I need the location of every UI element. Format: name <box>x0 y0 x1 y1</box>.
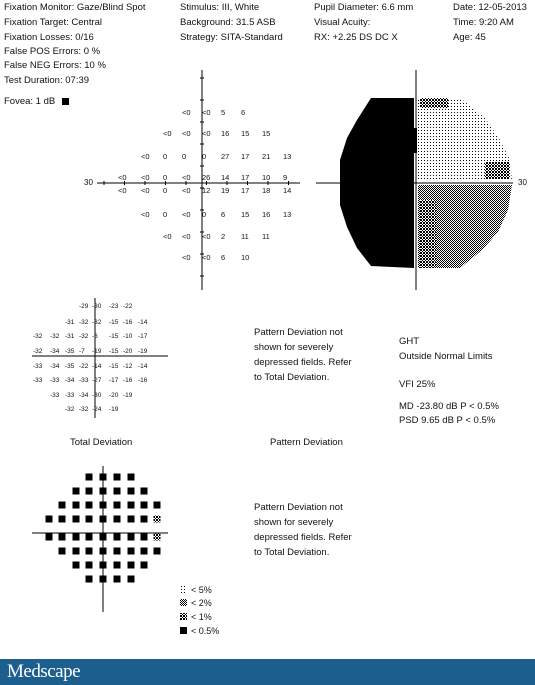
background: Background: 31.5 ASB <box>180 17 276 28</box>
total-deviation-value: -17 <box>138 333 148 340</box>
probability-symbol <box>141 516 148 523</box>
threshold-value: 15 <box>241 129 250 138</box>
total-deviation-value: -17 <box>109 377 119 384</box>
probability-symbol <box>128 488 135 495</box>
threshold-value: 27 <box>221 152 230 161</box>
total-deviation-value: -12 <box>123 363 133 370</box>
total-deviation-value: -20 <box>123 348 133 355</box>
threshold-value: <0 <box>202 232 211 241</box>
threshold-value: 0 <box>163 186 168 195</box>
axis-label-right-30: 30 <box>518 178 527 187</box>
threshold-value: 11 <box>262 232 270 241</box>
probability-symbol <box>73 534 80 541</box>
total-deviation-value: -32 <box>50 333 60 340</box>
total-deviation-value: -34 <box>79 392 89 399</box>
threshold-value: <0 <box>141 186 150 195</box>
threshold-value: 0 <box>163 210 168 219</box>
total-deviation-value: -22 <box>79 363 89 370</box>
total-deviation-value: -19 <box>92 348 102 355</box>
ght-value: Outside Normal Limits <box>399 351 493 362</box>
legend-p1-label: < 1% <box>191 612 212 622</box>
medscape-logo: Medscape <box>7 661 81 682</box>
pattern-note-1-line2: shown for severely <box>254 342 334 353</box>
total-deviation-value: -32 <box>79 406 89 413</box>
threshold-value: 6 <box>241 108 246 117</box>
probability-symbol <box>141 548 148 555</box>
probability-symbol <box>59 548 66 555</box>
threshold-value: 19 <box>221 186 230 195</box>
probability-symbol <box>154 548 161 555</box>
probability-symbol <box>128 502 135 509</box>
legend-p2-symbol <box>180 599 187 606</box>
total-deviation-value: -16 <box>123 377 133 384</box>
threshold-value: 2 <box>221 232 226 241</box>
test-time: Time: 9:20 AM <box>453 17 514 28</box>
total-deviation-value: -19 <box>123 392 133 399</box>
total-deviation-value: -7 <box>79 348 85 355</box>
total-deviation-value: -24 <box>92 406 102 413</box>
threshold-value: 17 <box>241 173 250 182</box>
psd-value: PSD 9.65 dB P < 0.5% <box>399 415 496 426</box>
total-deviation-value: -22 <box>123 303 133 310</box>
md-value: MD -23.80 dB P < 0.5% <box>399 401 499 412</box>
probability-symbol <box>86 502 93 509</box>
probability-symbol <box>114 516 121 523</box>
probability-symbol <box>46 534 53 541</box>
threshold-value: 10 <box>241 253 250 262</box>
threshold-value: <0 <box>141 210 150 219</box>
probability-symbol <box>114 502 121 509</box>
threshold-value: <0 <box>202 108 211 117</box>
threshold-value: <0 <box>182 129 191 138</box>
threshold-value: <0 <box>182 173 191 182</box>
threshold-value: <0 <box>141 173 150 182</box>
threshold-value: 14 <box>221 173 230 182</box>
probability-symbol <box>73 516 80 523</box>
total-deviation-value: -32 <box>79 333 89 340</box>
probability-symbol <box>86 474 93 481</box>
probability-symbol <box>154 502 161 509</box>
total-deviation-value: -27 <box>92 377 102 384</box>
total-deviation-value: -33 <box>50 392 60 399</box>
probability-symbol <box>86 562 93 569</box>
threshold-value: <0 <box>118 173 127 182</box>
patient-age: Age: 45 <box>453 32 486 43</box>
threshold-value: <0 <box>182 210 191 219</box>
threshold-value: 13 <box>283 210 292 219</box>
legend-p1-symbol <box>180 613 187 620</box>
fixation-monitor: Fixation Monitor: Gaze/Blind Spot <box>4 2 146 13</box>
probability-symbol <box>86 488 93 495</box>
total-deviation-value: -30 <box>92 303 102 310</box>
total-deviation-value: -29 <box>79 303 89 310</box>
probability-symbol <box>128 576 135 583</box>
probability-symbol <box>73 562 80 569</box>
probability-symbol <box>100 562 107 569</box>
total-deviation-value: -16 <box>138 377 148 384</box>
probability-symbol <box>154 534 161 541</box>
probability-symbol <box>100 502 107 509</box>
threshold-value: <0 <box>163 129 172 138</box>
threshold-value: 13 <box>283 152 292 161</box>
threshold-value: 0 <box>163 152 168 161</box>
total-deviation-value: -23 <box>109 303 119 310</box>
pattern-note-2-line3: depressed fields. Refer <box>254 532 352 543</box>
probability-symbol <box>141 502 148 509</box>
legend-p05-symbol <box>180 627 187 634</box>
probability-symbol <box>73 502 80 509</box>
grayscale-dark-patch <box>405 128 417 153</box>
threshold-value: 17 <box>241 186 250 195</box>
threshold-value: 21 <box>262 152 271 161</box>
pattern-note-1-line1: Pattern Deviation not <box>254 327 343 338</box>
threshold-value: <0 <box>163 232 172 241</box>
total-deviation-label: Total Deviation <box>70 437 133 448</box>
probability-symbol <box>128 534 135 541</box>
probability-symbol <box>86 534 93 541</box>
total-deviation-value: -33 <box>50 377 60 384</box>
test-date: Date: 12-05-2013 <box>453 2 527 13</box>
false-neg-errors: False NEG Errors: 10 % <box>4 60 106 71</box>
visual-acuity: Visual Acuity: <box>314 17 371 28</box>
legend-p05-label: < 0.5% <box>191 626 220 636</box>
total-deviation-value: -15 <box>109 363 119 370</box>
rx-value: RX: +2.25 DS DC X <box>314 32 398 43</box>
threshold-value: <0 <box>182 232 191 241</box>
legend-symbols <box>180 586 187 634</box>
footer-bar <box>0 659 535 685</box>
total-deviation-value: -15 <box>109 319 119 326</box>
total-deviation-value: -34 <box>50 348 60 355</box>
probability-symbol <box>128 516 135 523</box>
total-deviation-value: -32 <box>65 406 75 413</box>
threshold-value: <0 <box>202 253 211 262</box>
threshold-value: 0 <box>182 152 187 161</box>
total-deviation-value: -34 <box>50 363 60 370</box>
probability-symbol <box>114 562 121 569</box>
threshold-value: 6 <box>221 253 226 262</box>
threshold-value: 26 <box>202 173 211 182</box>
probability-symbol <box>128 562 135 569</box>
total-deviation-value: -32 <box>33 333 43 340</box>
threshold-value: 16 <box>262 210 271 219</box>
pattern-deviation-label: Pattern Deviation <box>270 437 343 448</box>
grayscale-dark-patch <box>420 200 436 268</box>
total-deviation-value: -33 <box>33 363 43 370</box>
threshold-value: 18 <box>262 186 271 195</box>
total-deviation-value: -31 <box>65 319 75 326</box>
probability-symbol <box>128 474 135 481</box>
total-deviation-value: -14 <box>138 319 148 326</box>
threshold-value: 6 <box>221 210 226 219</box>
grayscale-light-patch <box>420 132 434 172</box>
total-deviation-value: -15 <box>109 333 119 340</box>
total-deviation-value: -32 <box>79 319 89 326</box>
total-deviation-value: -32 <box>92 319 102 326</box>
vfi-value: VFI 25% <box>399 379 436 390</box>
test-duration: Test Duration: 07:39 <box>4 75 90 86</box>
total-deviation-value: -32 <box>33 348 43 355</box>
probability-symbol <box>141 562 148 569</box>
probability-symbol <box>141 488 148 495</box>
probability-symbol <box>100 548 107 555</box>
threshold-value: 12 <box>202 186 211 195</box>
pattern-note-2-line2: shown for severely <box>254 517 334 528</box>
threshold-value: <0 <box>141 152 150 161</box>
grayscale-dark-patch <box>485 162 510 179</box>
total-deviation-value: -31 <box>65 333 75 340</box>
probability-symbol <box>100 576 107 583</box>
probability-symbol <box>100 516 107 523</box>
probability-symbol <box>114 548 121 555</box>
total-deviation-value: -34 <box>65 377 75 384</box>
fixation-losses: Fixation Losses: 0/16 <box>4 32 94 43</box>
probability-symbol <box>154 516 161 523</box>
threshold-value: <0 <box>118 186 127 195</box>
probability-symbol <box>128 548 135 555</box>
probability-symbol <box>59 516 66 523</box>
total-deviation-value: -15 <box>109 348 119 355</box>
probability-symbol <box>141 534 148 541</box>
axis-label-left-30: 30 <box>84 178 93 187</box>
legend-p2-label: < 2% <box>191 598 212 608</box>
grayscale-dark-patch <box>420 98 448 108</box>
threshold-value: 16 <box>221 129 230 138</box>
threshold-value: 0 <box>202 210 207 219</box>
probability-symbol <box>114 488 121 495</box>
probability-symbol <box>46 516 53 523</box>
total-deviation-value: -10 <box>123 333 133 340</box>
threshold-value: 0 <box>163 173 168 182</box>
total-deviation-value: -16 <box>123 319 133 326</box>
total-deviation-value: -14 <box>92 363 102 370</box>
probability-symbol <box>114 576 121 583</box>
probability-symbol <box>114 474 121 481</box>
threshold-value: 9 <box>283 173 288 182</box>
stimulus: Stimulus: III, White <box>180 2 260 13</box>
threshold-value: <0 <box>182 186 191 195</box>
pattern-note-1-line3: depressed fields. Refer <box>254 357 352 368</box>
probability-symbol <box>100 488 107 495</box>
legend-p5-label: < 5% <box>191 585 212 595</box>
threshold-axis-ticks <box>104 78 292 276</box>
threshold-value: <0 <box>182 108 191 117</box>
pattern-note-2-line1: Pattern Deviation not <box>254 502 343 513</box>
total-deviation-value: -19 <box>109 406 119 413</box>
strategy: Strategy: SITA-Standard <box>180 32 283 43</box>
total-deviation-value: -33 <box>33 377 43 384</box>
total-deviation-value: -35 <box>65 363 75 370</box>
threshold-value: 15 <box>262 129 271 138</box>
threshold-value: <0 <box>182 253 191 262</box>
threshold-value: 10 <box>262 173 271 182</box>
legend-p5-symbol <box>180 586 187 593</box>
threshold-value: 15 <box>241 210 250 219</box>
probability-symbol <box>59 534 66 541</box>
threshold-value: 11 <box>241 232 249 241</box>
total-deviation-value: -14 <box>138 363 148 370</box>
probability-symbol <box>86 576 93 583</box>
total-deviation-value: -35 <box>65 348 75 355</box>
grayscale-left-hemifield <box>340 98 414 268</box>
false-pos-errors: False POS Errors: 0 % <box>4 46 101 57</box>
fovea-label: Fovea: 1 dB <box>4 96 56 107</box>
total-deviation-value: -33 <box>65 392 75 399</box>
ght-label: GHT <box>399 336 420 347</box>
probability-symbol <box>73 488 80 495</box>
probability-symbol <box>73 548 80 555</box>
total-deviation-value: -20 <box>109 392 119 399</box>
threshold-value: <0 <box>202 129 211 138</box>
probability-symbol <box>59 502 66 509</box>
probability-symbol <box>86 548 93 555</box>
threshold-value: 5 <box>221 108 226 117</box>
total-deviation-value: -6 <box>92 333 98 340</box>
fixation-target: Fixation Target: Central <box>4 17 103 28</box>
pattern-note-2-line4: to Total Deviation. <box>254 547 330 558</box>
pattern-note-1-line4: to Total Deviation. <box>254 372 330 383</box>
threshold-value: 14 <box>283 186 292 195</box>
probability-symbol <box>100 534 107 541</box>
threshold-value: 17 <box>241 152 250 161</box>
total-deviation-value: -19 <box>138 348 148 355</box>
probability-symbol <box>100 474 107 481</box>
total-deviation-value: -30 <box>92 392 102 399</box>
probability-symbol <box>86 516 93 523</box>
threshold-value: 0 <box>202 152 207 161</box>
pupil-diameter: Pupil Diameter: 6.6 mm <box>314 2 414 13</box>
probability-symbol <box>114 534 121 541</box>
total-deviation-value: -33 <box>79 377 89 384</box>
